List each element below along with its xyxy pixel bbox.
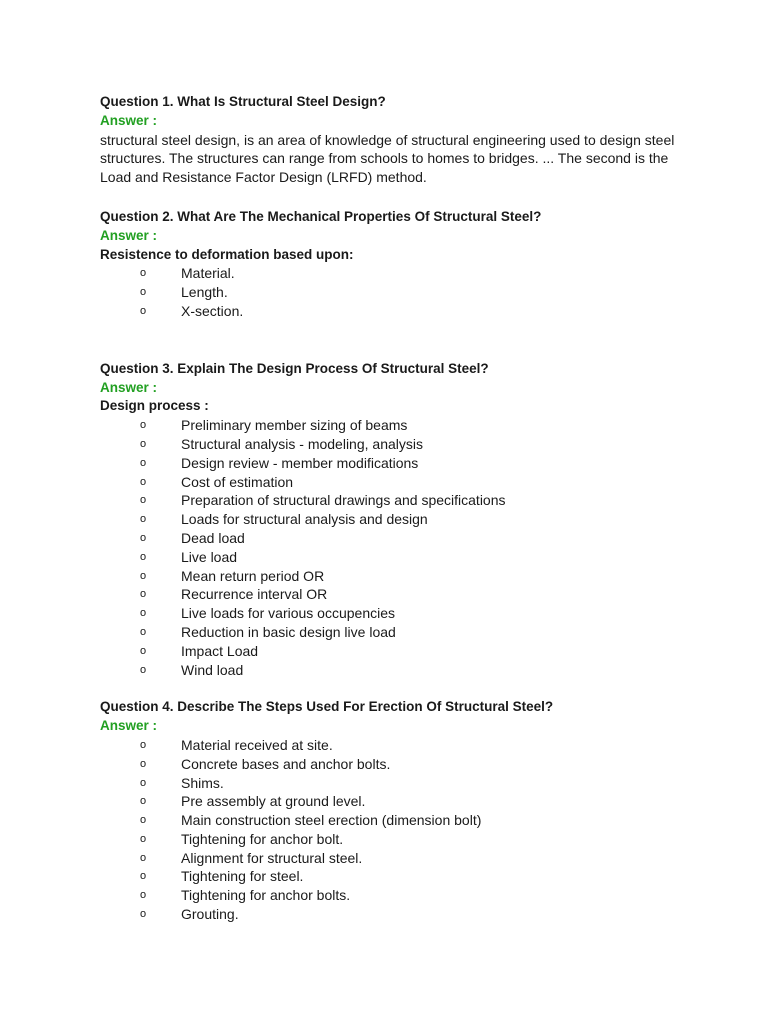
bullet-icon: o — [140, 588, 147, 601]
list-item-text: Dead load — [181, 529, 245, 546]
bullet-icon: o — [140, 625, 147, 638]
question-3-subheading: Design process : — [100, 398, 209, 414]
list-item — [100, 264, 700, 283]
list-item — [100, 283, 700, 302]
bullet-icon: o — [140, 908, 147, 921]
list-item — [100, 736, 700, 755]
bullet-icon: o — [140, 663, 147, 676]
list-item-text: Mean return period OR — [181, 567, 325, 584]
question-3-list — [100, 416, 700, 679]
list-item — [100, 302, 700, 321]
list-item — [100, 867, 700, 886]
list-item — [100, 811, 700, 830]
list-item — [100, 830, 700, 849]
list-item — [100, 642, 700, 661]
list-item-text: Alignment for structural steel. — [181, 849, 363, 866]
question-2 — [100, 208, 700, 321]
question-3 — [100, 360, 700, 680]
list-item-text: Grouting. — [181, 906, 239, 923]
bullet-icon: o — [140, 494, 147, 507]
list-item-text: Design review - member modifications — [181, 454, 419, 471]
list-item — [100, 585, 700, 604]
spacer — [100, 321, 700, 360]
spacer — [100, 187, 700, 208]
bullet-icon: o — [140, 456, 147, 469]
list-item — [100, 435, 700, 454]
list-item — [100, 905, 700, 924]
bullet-icon: o — [140, 776, 147, 789]
list-item — [100, 623, 700, 642]
list-item-text: Wind load — [181, 661, 244, 678]
list-item-text: Impact Load — [181, 642, 259, 659]
bullet-icon: o — [140, 267, 147, 280]
bullet-icon: o — [140, 475, 147, 488]
list-item-text: Live loads for various occupencies — [181, 605, 396, 622]
question-4-answer-label: Answer : — [100, 718, 158, 734]
question-2-title: Question 2. What Are The Mechanical Properties Of Structural Steel? — [100, 208, 542, 224]
bullet-icon: o — [140, 870, 147, 883]
question-1-title: Question 1. What Is Structural Steel Design? — [100, 94, 386, 109]
list-item — [100, 886, 700, 905]
list-item-text: Reduction in basic design live load — [181, 623, 396, 640]
bullet-icon: o — [140, 795, 147, 808]
question-4 — [100, 698, 700, 924]
bullet-icon: o — [140, 757, 147, 770]
bullet-icon: o — [140, 569, 147, 582]
list-item — [100, 473, 700, 492]
question-4-list — [100, 736, 700, 924]
question-3-answer-label: Answer : — [100, 379, 158, 395]
document-page — [100, 93, 700, 924]
question-1-answer-text: structural steel design, is an area of knowledge of structural engineering used to design steel structures. The structures can range from schools to homes to bridges. ... The second is the Load and Resistance Factor Design (LRFD) method. — [100, 131, 675, 186]
list-item — [100, 604, 700, 623]
list-item — [100, 548, 700, 567]
list-item-text: Preliminary member sizing of beams — [181, 417, 408, 434]
question-2-answer-label: Answer : — [100, 227, 158, 243]
list-item-text: Shims. — [181, 774, 224, 791]
list-item-text: Pre assembly at ground level. — [181, 793, 366, 810]
list-item-text: Tightening for steel. — [181, 868, 304, 885]
list-item-text: Length. — [181, 284, 228, 301]
list-item — [100, 510, 700, 529]
list-item — [100, 661, 700, 680]
list-item-text: Recurrence interval OR — [181, 586, 328, 603]
list-item — [100, 454, 700, 473]
list-item — [100, 755, 700, 774]
list-item-text: Loads for structural analysis and design — [181, 511, 428, 528]
bullet-icon: o — [140, 738, 147, 751]
list-item-text: Cost of estimation — [181, 473, 294, 490]
bullet-icon: o — [140, 851, 147, 864]
list-item — [100, 792, 700, 811]
spacer — [100, 679, 700, 698]
bullet-icon: o — [140, 889, 147, 902]
list-item-text: Tightening for anchor bolts. — [181, 887, 351, 904]
list-item-text: Preparation of structural drawings and specifications — [181, 492, 506, 509]
bullet-icon: o — [140, 832, 147, 845]
bullet-icon: o — [140, 304, 147, 317]
bullet-icon: o — [140, 513, 147, 526]
list-item — [100, 529, 700, 548]
bullet-icon: o — [140, 644, 147, 657]
question-2-subheading: Resistence to deformation based upon: — [100, 246, 354, 262]
list-item — [100, 416, 700, 435]
bullet-icon: o — [140, 437, 147, 450]
bullet-icon: o — [140, 814, 147, 827]
list-item-text: Structural analysis - modeling, analysis — [181, 435, 423, 452]
question-1 — [100, 93, 700, 187]
question-1-answer-label: Answer : — [100, 112, 158, 128]
list-item — [100, 567, 700, 586]
list-item-text: Material received at site. — [181, 736, 333, 753]
list-item — [100, 774, 700, 793]
bullet-icon: o — [140, 550, 147, 563]
list-item-text: Main construction steel erection (dimension bolt) — [181, 812, 482, 829]
list-item-text: Concrete bases and anchor bolts. — [181, 755, 391, 772]
bullet-icon: o — [140, 531, 147, 544]
list-item-text: Live load — [181, 548, 238, 565]
question-4-title: Question 4. Describe The Steps Used For Erection Of Structural Steel? — [100, 699, 554, 715]
question-2-list — [100, 264, 700, 320]
list-item-text: Material. — [181, 265, 235, 282]
question-3-title: Question 3. Explain The Design Process Of Structural Steel? — [100, 360, 489, 376]
bullet-icon: o — [140, 286, 147, 299]
list-item-text: X-section. — [181, 302, 244, 319]
bullet-icon: o — [140, 607, 147, 620]
list-item — [100, 849, 700, 868]
list-item-text: Tightening for anchor bolt. — [181, 830, 344, 847]
list-item — [100, 491, 700, 510]
bullet-icon: o — [140, 419, 147, 432]
